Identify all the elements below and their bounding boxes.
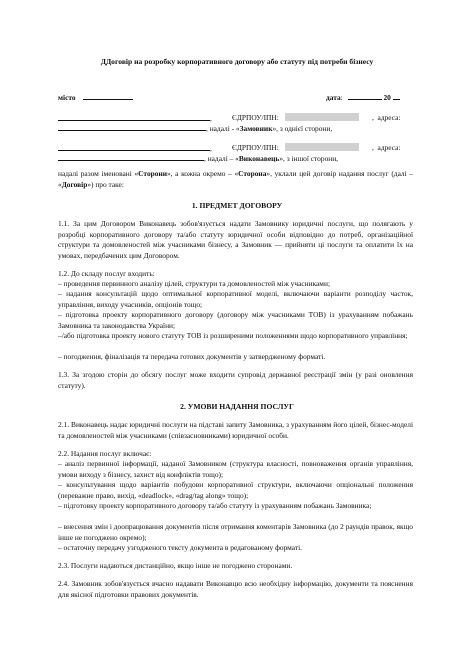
- customer-name-blank[interactable]: [58, 113, 210, 121]
- clause-2-2-item: – підготовку проекту корпоративного договору та/або статуту із урахуванням побажань Замовника;: [58, 501, 372, 510]
- clause-1-1: 1.1. За цим Договором Виконавець зобов'язується надати Замовнику юридичні послуги, що полягають у розробці корпоративного договору та/або статуту юридичної особи відповідно до потреб, організаційної структури та домовленостей між учасниками бізнесу, а Замовник — прийняти ці послуги та оплатити їх на умовах, передбачених цим Договором.: [58, 219, 413, 260]
- customer-line-2: , надалі - «Замовник», з однієї сторони,: [58, 123, 332, 134]
- clause-1-2-head: 1.2. До складу послуг входить:: [58, 269, 155, 278]
- contractor-role: Виконавець: [238, 154, 280, 163]
- contractor-edrpou: [232, 143, 359, 153]
- contractor-line-2: , надалі – «Виконавець», з іншої сторони,: [58, 153, 338, 164]
- customer-edrpou: [232, 113, 359, 123]
- contractor-name-blank[interactable]: [58, 143, 210, 151]
- section-2-heading: 2. УМОВИ НАДАННЯ ПОСЛУГ: [180, 402, 294, 411]
- city-line: [58, 92, 133, 103]
- customer-address-label: , адреса:: [372, 113, 401, 122]
- contractor-line-1: ,: [58, 143, 212, 154]
- clause-2-2-item: – остаточну передачу узгодженого тексту документа в редагованому форматі.: [58, 543, 302, 552]
- year-prefix: 20: [383, 93, 391, 102]
- contractor-address-blank[interactable]: [58, 153, 204, 161]
- clause-2-2-head: 2.2. Надання послуг включає:: [58, 449, 152, 458]
- section-1-heading: 1. ПРЕДМЕТ ДОГОВОРУ: [191, 201, 283, 210]
- city-blank[interactable]: [83, 92, 133, 100]
- contractor-address-label: , адреса:: [372, 143, 401, 152]
- customer-edrpou-field[interactable]: [285, 113, 359, 121]
- clause-2-2-item: – аналіз первинної інформації, наданої Замовником (структура власності, повноваження органів управління, умови виходу з бізнесу, захист від конфліктів тощо);: [58, 459, 413, 479]
- city-label: місто: [58, 93, 76, 102]
- clause-1-2-item: –/або підготовка проекту нового статуту ТОВ із розширеними положеннями щодо корпоративного управління;: [58, 331, 408, 340]
- contractor-edrpou-field[interactable]: [285, 143, 359, 151]
- clause-2-1: 2.1. Виконавець надає юридичні послуги на підставі запиту Замовника, з урахуванням його цілей, бізнес-моделі та домовленостей між учасниками (співзасновниками) юридичної особи.: [58, 420, 413, 440]
- clause-2-2-item: – внесення змін і доопрацювання документів після отримання коментарів Замовника (до 2 раундів правок, якщо інше не погоджено окремо);: [58, 522, 413, 542]
- clause-1-3: 1.3. За згодою сторін до обсягу послуг може входити супровід державної реєстрації змін (у разі оновлення статуту).: [58, 370, 413, 390]
- clause-2-3: 2.3. Послуги надаються дистанційно, якщо інше не погоджено сторонами.: [58, 561, 293, 570]
- clause-1-2-item: – надання консультацій щодо оптимальної корпоративної моделі, включаючи варіанти розподілу часток, управління, виходу учасників, опціонів тощо;: [58, 289, 413, 309]
- date-blank[interactable]: [348, 92, 382, 100]
- document-title: ДДоговір на розробку корпоративного договору або статуту під потреби бізнесу: [100, 57, 374, 66]
- edrpou-label: ЄДРПОУ/ІПН:: [232, 143, 279, 152]
- customer-line-1: ,: [58, 113, 212, 124]
- date-label: дата: [326, 93, 341, 102]
- year-blank[interactable]: [393, 92, 400, 100]
- clause-2-2-item: – консультування щодо варіантів побудови корпоративної структури, включаючи опціональні положення (переважне право, вихід, «deadlock», «drag/tag along» тощо);: [58, 480, 413, 500]
- intro-paragraph: надалі разом іменовані «Сторони», а кожна окремо – «Сторона», уклали цей договір надання послуг (далі – «Договір») про таке:: [58, 169, 414, 189]
- edrpou-label: ЄДРПОУ/ІПН:: [232, 113, 279, 122]
- clause-1-2-item: – підготовка проекту корпоративного договору (договору між учасниками ТОВ) із урахуванням побажань Замовника та законодавства України;: [58, 310, 413, 330]
- clause-1-2-item: – проведення первинного аналізу цілей, структури та домовленостей між учасниками;: [58, 279, 330, 288]
- customer-role: Замовник: [239, 124, 273, 133]
- date-line: дата: 20: [326, 92, 400, 103]
- clause-2-4: 2.4. Замовник зобов'язується вчасно надавати Виконавцю всю необхідну інформацію, документи та пояснення для якісної підготовки правових документів.: [58, 579, 413, 599]
- customer-address-blank[interactable]: [58, 123, 206, 131]
- clause-1-2-item: – погодження, фіналізація та передача готових документів у затвердженому форматі.: [58, 352, 326, 361]
